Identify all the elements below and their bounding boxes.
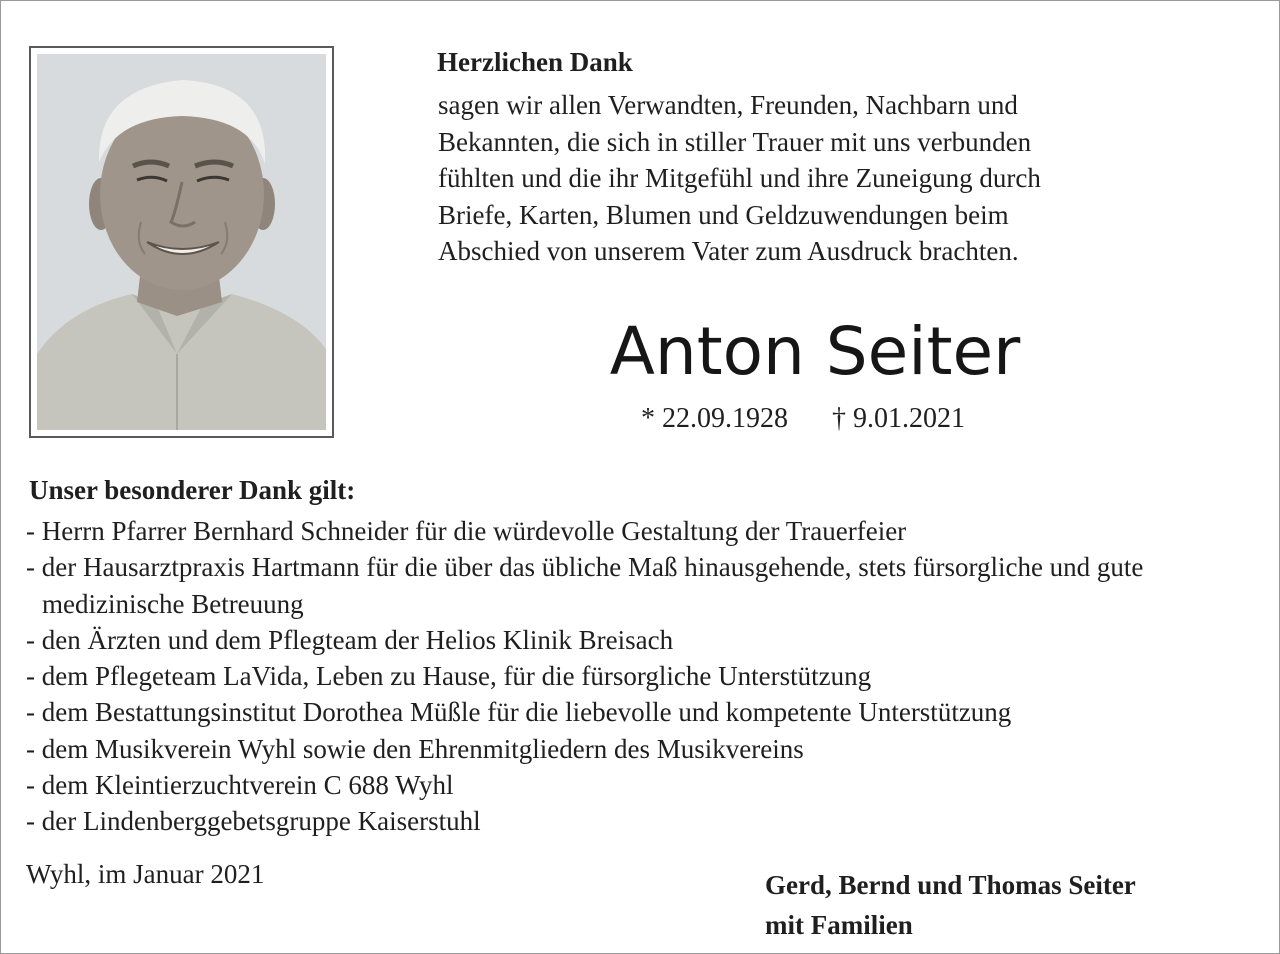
list-item: - dem Pflegeteam LaVida, Leben zu Hause, für die fürsorgliche Unterstützung [26, 658, 1256, 694]
intro-line: fühlten und die ihr Mitgefühl und ihre Zuneigung durch [438, 163, 1041, 193]
death-date: † 9.01.2021 [832, 403, 965, 434]
intro-line: Briefe, Karten, Blumen und Geldzuwendungen beim [438, 199, 1009, 230]
list-item: - dem Bestattungsinstitut Dorothea Müßle für die liebevolle und kompetente Unterstützung [26, 694, 1256, 730]
place-date: Wyhl, im Januar 2021 [26, 859, 265, 889]
birth-date: * 22.09.1928 [641, 403, 788, 434]
intro-text [438, 87, 1158, 270]
deceased-name: Anton Seiter [609, 313, 1021, 390]
special-thanks-list [26, 513, 1256, 840]
intro-line: Bekannten, die sich in stiller Trauer mit uns verbunden [438, 126, 1032, 157]
intro-line: sagen wir allen Verwandten, Freunden, Nachbarn und [438, 90, 1018, 120]
list-item: - den Ärzten und dem Pflegteam der Helios Klinik Breisach [26, 622, 1256, 658]
signature-block [765, 865, 1136, 945]
thanks-heading: Herzlichen Dank [437, 47, 633, 77]
special-thanks-title: Unser besonderer Dank gilt: [29, 475, 356, 505]
signature-line: mit Familien [765, 910, 913, 940]
list-item: - Herrn Pfarrer Bernhard Schneider für die würdevolle Gestaltung der Trauerfeier [26, 513, 1256, 549]
list-item: - der Lindenberggebetsgruppe Kaiserstuhl [26, 803, 1256, 839]
list-item: - der Hausarztpraxis Hartmann für die über das übliche Maß hinausgehende, stets fürsorgliche und gute medizinische Betreuung [26, 549, 1256, 622]
life-dates [641, 403, 965, 435]
list-item: - dem Kleintierzuchtverein C 688 Wyhl [26, 767, 1256, 803]
signature-line: Gerd, Bernd und Thomas Seiter [765, 870, 1136, 900]
intro-line: Abschied von unserem Vater zum Ausdruck brachten. [438, 236, 1019, 266]
list-item: - dem Musikverein Wyhl sowie den Ehrenmitgliedern des Musikvereins [26, 731, 1256, 767]
